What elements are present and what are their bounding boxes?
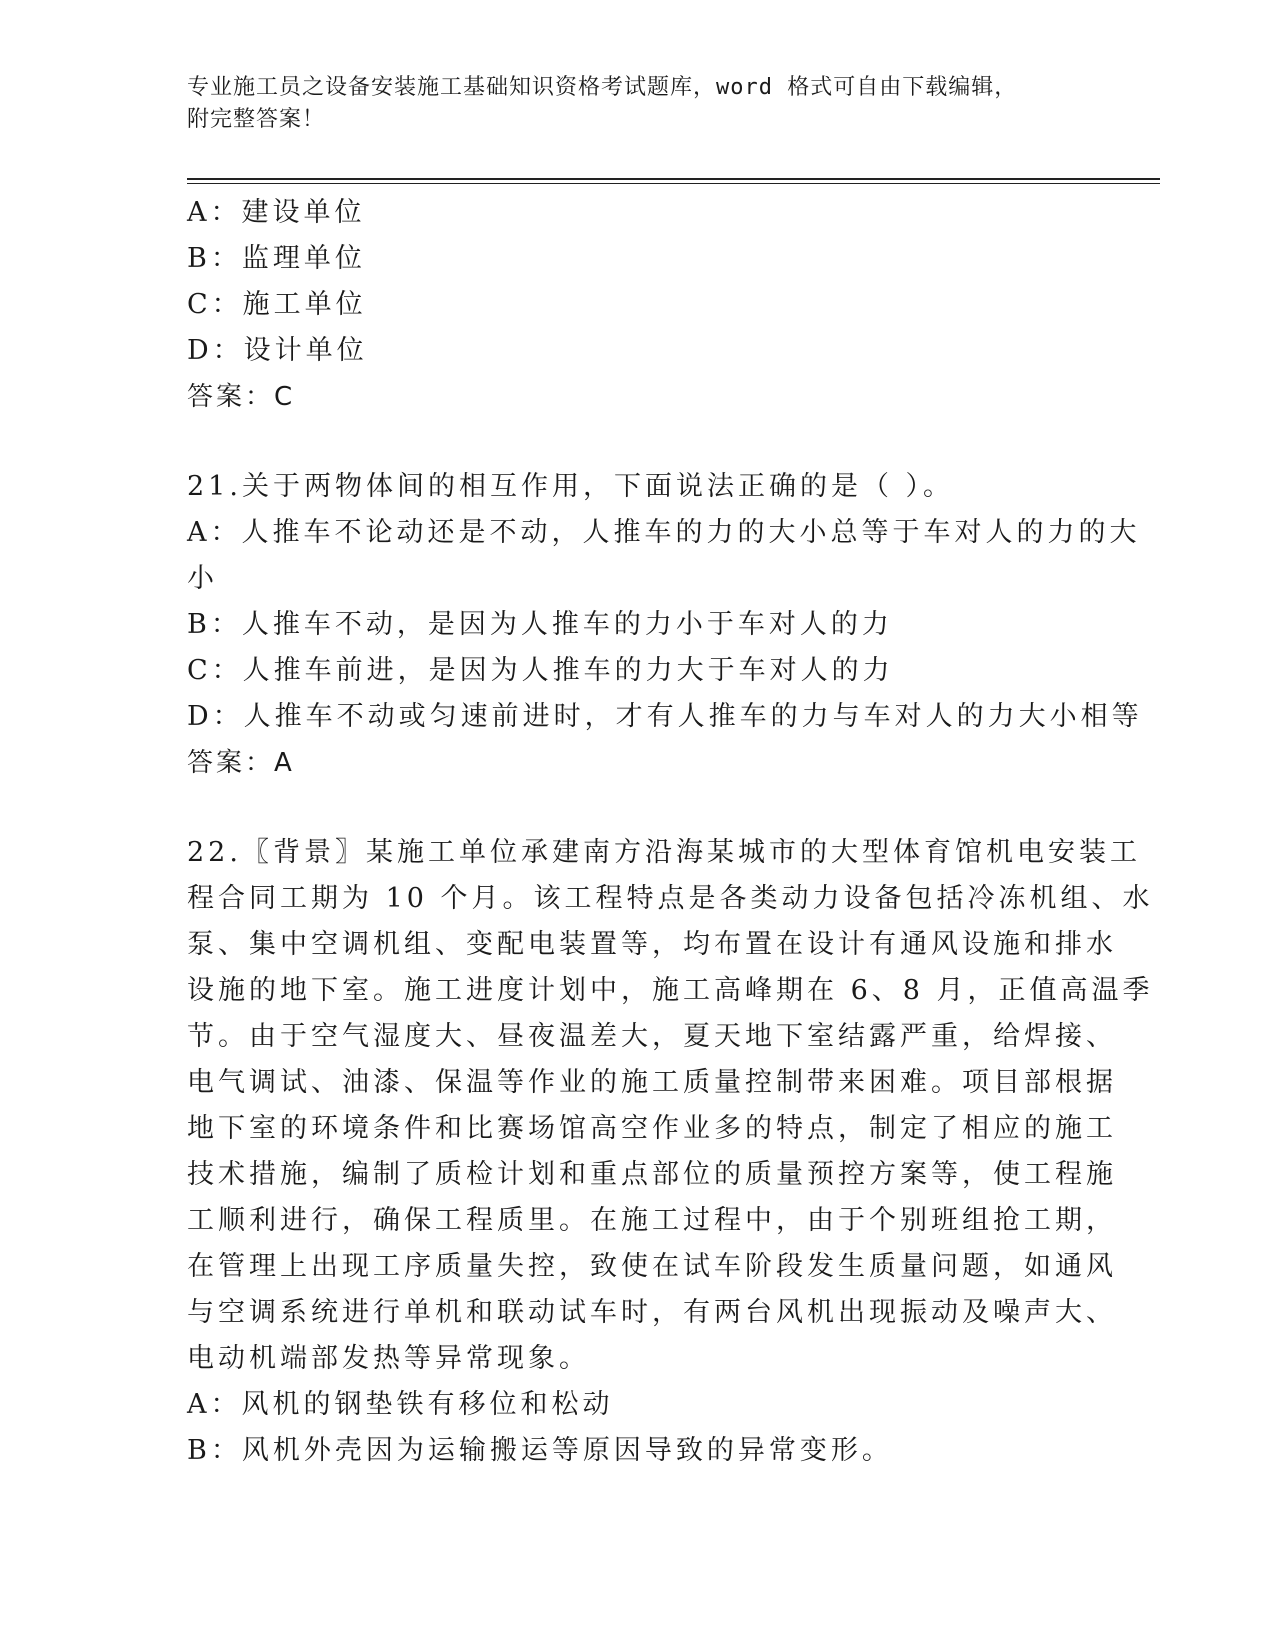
header-divider-thick [187, 178, 1160, 180]
option-a: A：风机的钢垫铁有移位和松动 [187, 1389, 614, 1420]
question-text-line: 设施的地下室。施工进度计划中，施工高峰期在 6、8 月，正值高温季 [187, 975, 1154, 1006]
option-b: B：风机外壳因为运输搬运等原因导致的异常变形。 [187, 1435, 893, 1466]
question-text-line: 技术措施，编制了质检计划和重点部位的质量预控方案等，使工程施 [187, 1159, 1117, 1190]
option-c: C：人推车前进，是因为人推车的力大于车对人的力 [187, 655, 894, 686]
question-text-line: 工顺利进行，确保工程质里。在施工过程中，由于个别班组抢工期， [187, 1205, 1117, 1236]
previous-question [187, 190, 1082, 420]
question-text-line: 22.〖背景〗某施工单位承建南方沿海某城市的大型体育馆机电安装工 [187, 837, 1141, 868]
option-a-line-1: A：人推车不论动还是不动，人推车的力的大小总等于车对人的力的大 [187, 517, 1141, 548]
option-d: D：设计单位 [187, 335, 368, 366]
document-header [187, 72, 1067, 136]
answer-line: 答案：A [187, 748, 295, 778]
option-a-line-2: 小 [187, 563, 218, 594]
question-stem: 21.关于两物体间的相互作用，下面说法正确的是（ ）。 [187, 471, 955, 502]
header-line-1: 专业施工员之设备安装施工基础知识资格考试题库，word 格式可自由下载编辑， [187, 75, 1018, 100]
document-body [187, 190, 1154, 1474]
header-divider-thin [187, 183, 1160, 184]
question-text-line: 电动机端部发热等异常现象。 [187, 1343, 590, 1374]
question-22 [187, 830, 1154, 1474]
header-line-2: 附完整答案！ [187, 107, 326, 132]
option-b: B：人推车不动，是因为人推车的力小于车对人的力 [187, 609, 893, 640]
question-text-line: 与空调系统进行单机和联动试车时，有两台风机出现振动及噪声大、 [187, 1297, 1117, 1328]
question-21 [187, 464, 1143, 786]
option-c: C：施工单位 [187, 289, 367, 320]
question-text-line: 节。由于空气湿度大、昼夜温差大，夏天地下室结露严重，给焊接、 [187, 1021, 1117, 1052]
question-text-line: 程合同工期为 10 个月。该工程特点是各类动力设备包括冷冻机组、水 [187, 883, 1154, 914]
question-text-line: 电气调试、油漆、保温等作业的施工质量控制带来困难。项目部根据 [187, 1067, 1117, 1098]
option-a: A：建设单位 [187, 197, 366, 228]
question-text-line: 在管理上出现工序质量失控，致使在试车阶段发生质量问题，如通风 [187, 1251, 1117, 1282]
spacer [187, 786, 1082, 830]
option-d: D：人推车不动或匀速前进时，才有人推车的力与车对人的力大小相等 [187, 701, 1143, 732]
spacer [187, 420, 1082, 464]
question-text-line: 泵、集中空调机组、变配电装置等，均布置在设计有通风设施和排水 [187, 929, 1117, 960]
answer-line: 答案：C [187, 382, 296, 412]
question-text-line: 地下室的环境条件和比赛场馆高空作业多的特点，制定了相应的施工 [187, 1113, 1117, 1144]
option-b: B：监理单位 [187, 243, 366, 274]
